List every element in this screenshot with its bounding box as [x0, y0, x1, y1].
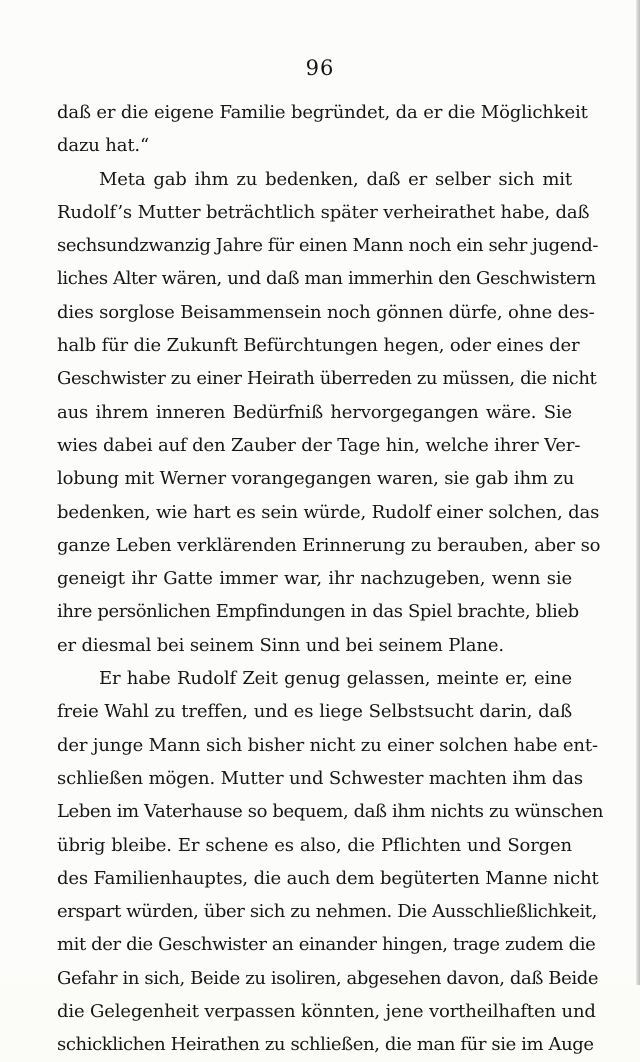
paragraph-start-line: Er habe Rudolf Zeit genug gelassen, meinte er, eine — [99, 668, 572, 690]
text-line: übrig bleibe. Er schene es also, die Pflichten und Sorgen — [57, 834, 572, 856]
text-line: sechsundzwanzig Jahre für einen Mann noch ein sehr jugend- — [57, 235, 599, 257]
text-line: mit der die Geschwister an einander hingen, trage zudem die — [57, 934, 596, 956]
text-line: Rudolf’s Mutter beträchtlich später verheirathet habe, daß — [57, 201, 590, 223]
text-line: liches Alter wären, und daß man immerhin den Geschwistern — [57, 268, 596, 290]
text-line: wies dabei auf den Zauber der Tage hin, welche ihrer Ver- — [57, 434, 581, 456]
text-line: daß er die eigene Familie begründet, da er die Möglichkeit — [57, 102, 588, 123]
text-line: geneigt ihr Gatte immer war, ihr nachzugeben, wenn sie — [57, 568, 572, 590]
text-line: er diesmal bei seinem Sinn und bei seinem Plane. — [57, 634, 504, 656]
text-line: erspart würden, über sich zu nehmen. Die Ausschließlichkeit, — [57, 901, 597, 923]
paragraph-start-line: Meta gab ihm zu bedenken, daß er selber sich mit — [99, 168, 572, 190]
text-line: freie Wahl zu treffen, und es liege Selbstsucht darin, daß — [57, 701, 572, 723]
text-line: ihre persönlichen Empfindungen in das Spiel brachte, blieb — [57, 601, 579, 623]
text-line: dies sorglose Beisammensein noch gönnen dürfe, ohne des- — [57, 301, 595, 323]
text-line: dazu hat.“ — [57, 135, 150, 157]
text-line: Gefahr in sich, Beide zu isoliren, abgesehen davon, daß Beide — [57, 967, 599, 989]
text-line: des Familienhauptes, die auch dem begüterten Manne nicht — [57, 867, 599, 889]
text-line: ganze Leben verklärenden Erinnerung zu berauben, aber so — [57, 534, 601, 556]
page-number: 96 — [305, 56, 335, 80]
text-line: halb für die Zukunft Befürchtungen hegen, oder eines der — [57, 335, 580, 357]
text-line: der junge Mann sich bisher nicht zu einer solchen habe ent- — [57, 734, 598, 756]
body-text — [57, 96, 604, 1062]
text-line: schließen mögen. Mutter und Schwester machten ihm das — [57, 767, 583, 789]
text-line: Geschwister zu einer Heirath überreden zu müssen, die nicht — [57, 368, 597, 390]
text-line: lobung mit Werner vorangegangen waren, sie gab ihm zu — [57, 468, 575, 490]
text-line: Leben im Vaterhause so bequem, daß ihm nichts zu wünschen — [57, 801, 604, 823]
text-line: schicklichen Heirathen zu schließen, die man für sie im Auge — [57, 1034, 594, 1056]
text-line: aus ihrem inneren Bedürfniß hervorgegangen wäre. Sie — [57, 401, 572, 423]
text-line: die Gelegenheit verpassen könnten, jene vortheilhaften und — [57, 1001, 596, 1023]
text-line: bedenken, wie hart es sein würde, Rudolf einer solchen, das — [57, 501, 600, 523]
